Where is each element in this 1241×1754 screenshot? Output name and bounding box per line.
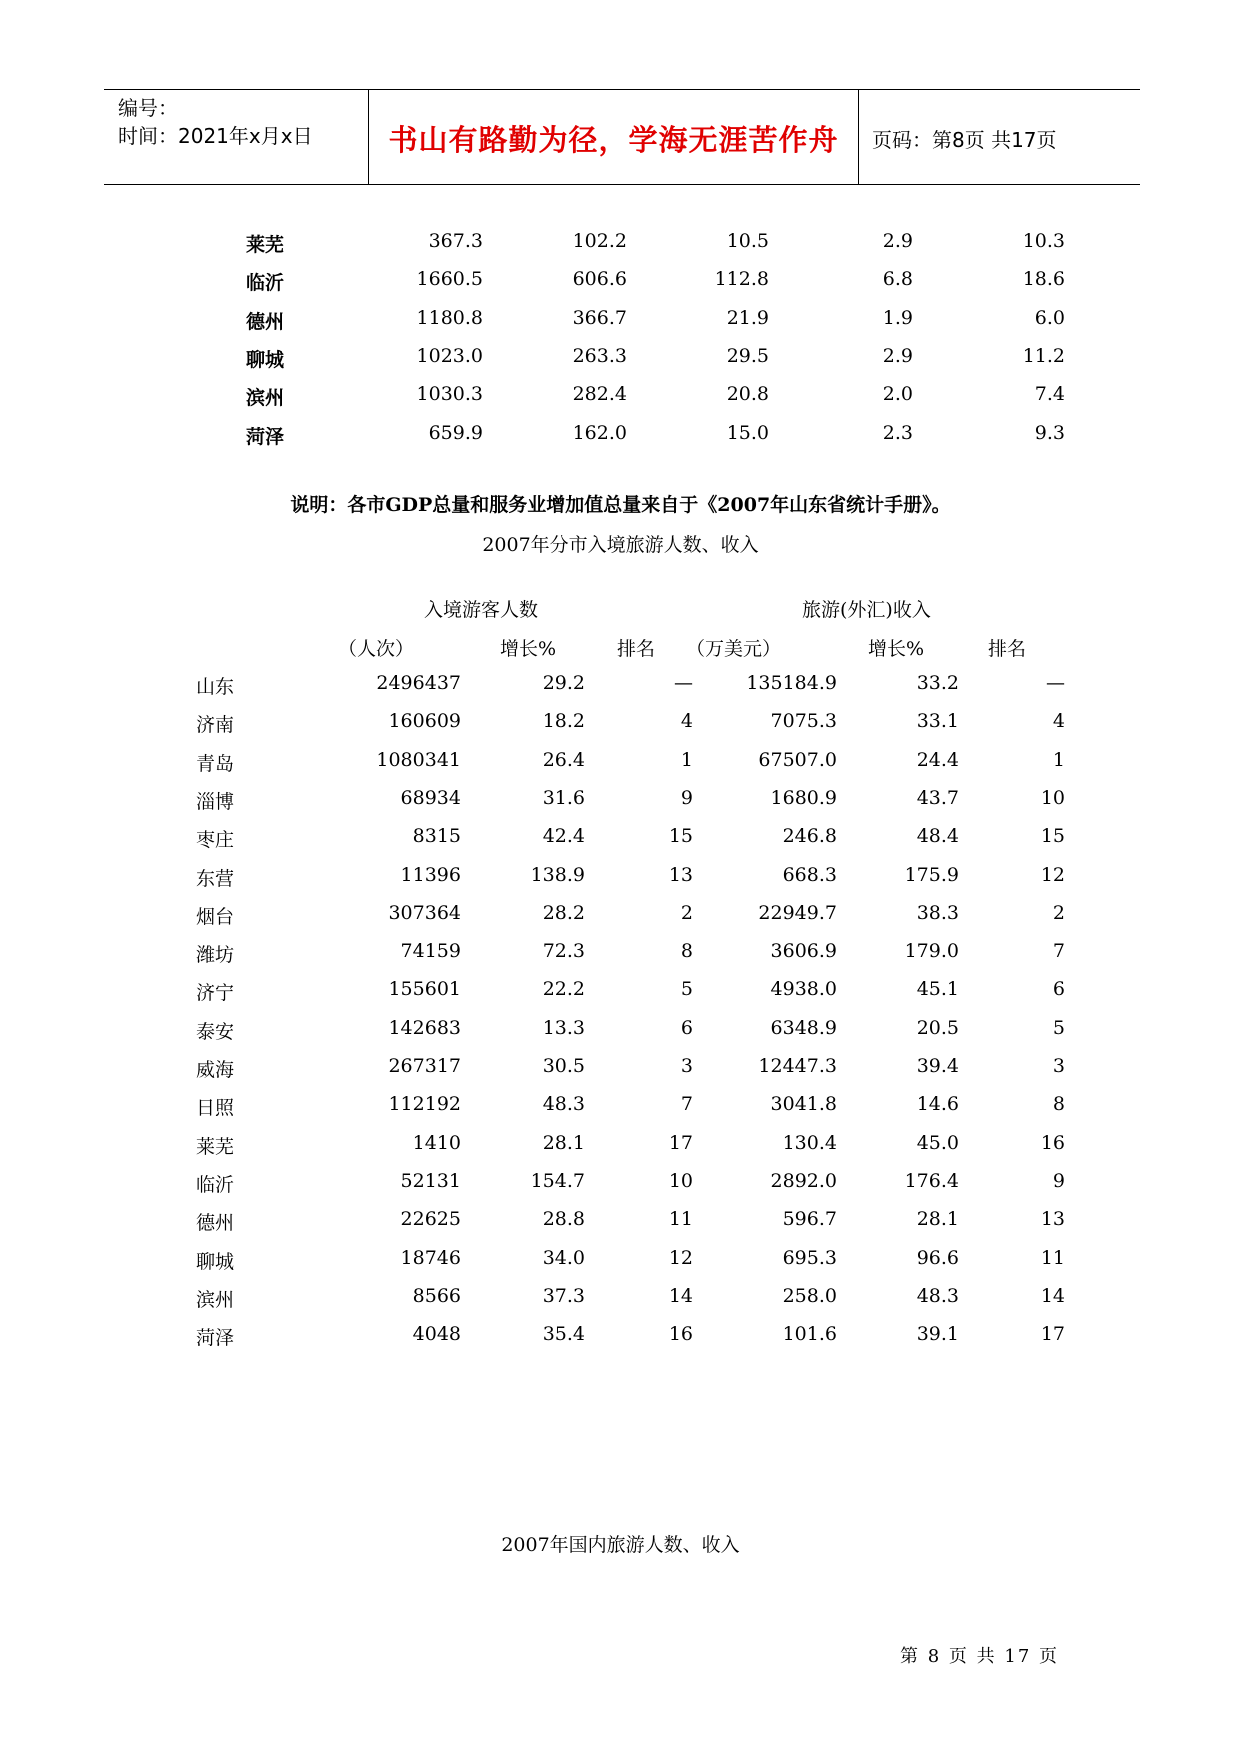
- table-cell: 12: [668, 1246, 693, 1269]
- table-row: [0, 307, 1241, 337]
- table-cell: 246.8: [782, 825, 837, 848]
- table-row: [0, 230, 1241, 260]
- table-cell: 155601: [388, 978, 461, 1001]
- table-cell: 3606.9: [770, 940, 837, 963]
- table-cell: 1080341: [376, 748, 461, 771]
- table-cell: 30.5: [542, 1055, 585, 1077]
- table-cell: 12447.3: [758, 1055, 837, 1077]
- table-cell: 8: [680, 940, 693, 963]
- table-cell: 12: [1040, 863, 1065, 886]
- table-cell: 14: [1040, 1284, 1065, 1307]
- table-cell: 28.2: [542, 901, 585, 924]
- table-cell: 606.6: [572, 268, 627, 291]
- table-cell: 11396: [400, 863, 461, 886]
- table-row: [0, 383, 1241, 413]
- city-name: 临沂: [246, 272, 285, 295]
- table-cell: 96.6: [916, 1246, 959, 1269]
- table-cell: 18746: [400, 1246, 461, 1269]
- table-cell: 29.2: [542, 672, 585, 694]
- header-rank-visitors: 排名: [617, 638, 656, 660]
- table-cell: 2496437: [376, 672, 461, 694]
- table-cell: 2.3: [882, 421, 913, 444]
- table-cell: 3: [680, 1055, 693, 1077]
- table-cell: 596.7: [782, 1208, 837, 1231]
- table-cell: 18.2: [542, 710, 585, 733]
- table-cell: 1680.9: [770, 786, 837, 809]
- table-cell: 1030.3: [416, 383, 483, 406]
- table-cell: 138.9: [530, 863, 585, 886]
- city-name: 莱芜: [196, 1135, 235, 1158]
- table-cell: 20.8: [726, 383, 769, 406]
- header-visitors-unit: （人次）: [338, 638, 415, 660]
- header-rank-income: 排名: [988, 638, 1027, 660]
- city-name: 菏泽: [196, 1327, 235, 1350]
- table-cell: 17: [1040, 1323, 1065, 1346]
- table-row: [0, 672, 1241, 702]
- domestic-table-title: 2007年国内旅游人数、收入: [501, 1534, 740, 1556]
- table-cell: 35.4: [542, 1323, 585, 1346]
- table-row: [0, 1093, 1241, 1123]
- table-cell: 13: [668, 863, 693, 886]
- inbound-table-title: 2007年分市入境旅游人数、收入: [482, 534, 759, 556]
- table-row: [0, 825, 1241, 855]
- table-cell: 15.0: [726, 421, 769, 444]
- city-name: 山东: [196, 676, 235, 698]
- table-row: [0, 268, 1241, 298]
- page-header: [104, 89, 1140, 185]
- table-cell: 13.3: [542, 1016, 585, 1039]
- table-row: [0, 787, 1241, 817]
- table-cell: 7: [1052, 940, 1065, 963]
- table-cell: 6: [1052, 978, 1065, 1001]
- table-cell: 267317: [388, 1055, 461, 1077]
- table-cell: 695.3: [782, 1246, 837, 1269]
- table-cell: 74159: [400, 940, 461, 963]
- table-cell: 668.3: [782, 863, 837, 886]
- table-cell: 367.3: [428, 230, 483, 252]
- table-cell: 13: [1040, 1208, 1065, 1231]
- table-cell: 15: [668, 825, 693, 848]
- table-cell: 10: [668, 1169, 693, 1192]
- table-row: [0, 902, 1241, 932]
- table-row: [0, 940, 1241, 970]
- table-cell: 8: [1052, 1093, 1065, 1116]
- table-cell: 1: [680, 748, 693, 771]
- table-cell: 11: [668, 1208, 693, 1231]
- table-cell: 282.4: [572, 383, 627, 406]
- table-cell: 14.6: [916, 1093, 959, 1116]
- city-name: 烟台: [196, 905, 235, 928]
- table-cell: 6.8: [882, 268, 913, 291]
- table-cell: 1660.5: [416, 268, 483, 291]
- table-cell: 18.6: [1022, 268, 1065, 291]
- table-cell: 3041.8: [770, 1093, 837, 1116]
- table-cell: 29.5: [726, 344, 769, 367]
- city-name: 青岛: [196, 752, 235, 775]
- header-tourism-income: 旅游(外汇)收入: [802, 599, 931, 621]
- header-page-number: 页码：第8页 共17页: [872, 128, 1057, 152]
- table-cell: 2: [680, 901, 693, 924]
- table-cell: 9.3: [1034, 421, 1065, 444]
- table-cell: 38.3: [916, 901, 959, 924]
- table-cell: 366.7: [572, 306, 627, 329]
- table-cell: 2.9: [882, 230, 913, 252]
- table-cell: 39.4: [916, 1055, 959, 1077]
- table-cell: 21.9: [726, 306, 769, 329]
- table-cell: 2892.0: [770, 1169, 837, 1192]
- table-cell: 37.3: [542, 1284, 585, 1307]
- table-cell: 3: [1052, 1055, 1065, 1077]
- table-cell: 10: [1040, 786, 1065, 809]
- table-cell: 42.4: [542, 825, 585, 848]
- table-cell: 28.1: [542, 1131, 585, 1154]
- time-label: 时间：2021年x月x日: [118, 124, 313, 148]
- table-cell: 659.9: [428, 421, 483, 444]
- city-name: 威海: [196, 1059, 235, 1081]
- header-growth-visitors: 增长%: [500, 638, 557, 660]
- table-cell: 22949.7: [758, 901, 837, 924]
- table-cell: 11: [1040, 1246, 1065, 1269]
- header-inbound-visitors: 入境游客人数: [424, 599, 539, 621]
- table-row: [0, 978, 1241, 1008]
- table-cell: 5: [1052, 1016, 1065, 1039]
- table-row: [0, 1017, 1241, 1047]
- table-cell: 6348.9: [770, 1016, 837, 1039]
- table-cell: 15: [1040, 825, 1065, 848]
- table-cell: 1: [1052, 748, 1065, 771]
- table-cell: 307364: [388, 901, 461, 924]
- table-cell: 33.1: [916, 710, 959, 733]
- table-cell: 33.2: [916, 672, 959, 694]
- table-cell: 176.4: [904, 1169, 959, 1192]
- city-name: 东营: [196, 867, 235, 890]
- table-row: [0, 1055, 1241, 1085]
- city-name: 泰安: [196, 1020, 235, 1043]
- table-cell: 8566: [412, 1284, 461, 1307]
- table-cell: 48.3: [542, 1093, 585, 1116]
- header-motto: 书山有路勤为径，学海无涯苦作舟: [388, 123, 839, 157]
- table-cell: 6.0: [1034, 306, 1065, 329]
- table-cell: 72.3: [542, 940, 585, 963]
- table-cell: 101.6: [782, 1323, 837, 1346]
- city-name: 滨州: [246, 387, 285, 410]
- table-cell: 11.2: [1022, 344, 1065, 367]
- city-name: 枣庄: [196, 829, 235, 852]
- city-name: 德州: [246, 310, 285, 333]
- table-cell: 10.3: [1022, 230, 1065, 252]
- city-name: 济宁: [196, 982, 235, 1005]
- city-name: 济南: [196, 714, 235, 737]
- table-cell: 154.7: [530, 1169, 585, 1192]
- table-row: [0, 1323, 1241, 1353]
- table-row: [0, 1247, 1241, 1277]
- table-cell: 24.4: [916, 748, 959, 771]
- table-cell: 1180.8: [416, 306, 483, 329]
- header-income-unit: （万美元）: [686, 638, 782, 660]
- table-cell: 162.0: [572, 421, 627, 444]
- table-cell: 16: [668, 1323, 693, 1346]
- table-cell: 135184.9: [746, 672, 837, 694]
- table-cell: 1.9: [882, 306, 913, 329]
- table-row: [0, 749, 1241, 779]
- city-name: 临沂: [196, 1173, 235, 1196]
- table-cell: 48.4: [916, 825, 959, 848]
- table-cell: 52131: [400, 1169, 461, 1192]
- table-cell: —: [1046, 672, 1065, 694]
- table-cell: 7075.3: [770, 710, 837, 733]
- table-row: [0, 710, 1241, 740]
- table-row: [0, 1170, 1241, 1200]
- city-name: 莱芜: [246, 234, 285, 256]
- table-cell: 45.0: [916, 1131, 959, 1154]
- city-name: 滨州: [196, 1288, 235, 1311]
- city-name: 潍坊: [196, 944, 235, 967]
- table-cell: 26.4: [542, 748, 585, 771]
- city-name: 德州: [196, 1212, 235, 1235]
- page-footer: 第 8 页 共 17 页: [900, 1646, 1059, 1667]
- table-cell: 2.0: [882, 383, 913, 406]
- table-cell: 4048: [412, 1323, 461, 1346]
- table-row: [0, 1208, 1241, 1238]
- table-cell: 28.8: [542, 1208, 585, 1231]
- table-cell: 1410: [412, 1131, 461, 1154]
- table-row: [0, 1132, 1241, 1162]
- table-cell: —: [674, 672, 693, 694]
- table-cell: 4: [1052, 710, 1065, 733]
- table-row: [0, 864, 1241, 894]
- table-cell: 175.9: [904, 863, 959, 886]
- table-cell: 2: [1052, 901, 1065, 924]
- table-row: [0, 345, 1241, 375]
- table-cell: 7.4: [1034, 383, 1065, 406]
- table-cell: 48.3: [916, 1284, 959, 1307]
- table-cell: 22.2: [542, 978, 585, 1001]
- table-cell: 10.5: [726, 230, 769, 252]
- table-cell: 22625: [400, 1208, 461, 1231]
- header-meta: [118, 94, 313, 150]
- table-cell: 43.7: [916, 786, 959, 809]
- table-cell: 263.3: [572, 344, 627, 367]
- table-cell: 45.1: [916, 978, 959, 1001]
- table-cell: 67507.0: [758, 748, 837, 771]
- table-cell: 9: [680, 786, 693, 809]
- table-cell: 9: [1052, 1169, 1065, 1192]
- table-cell: 179.0: [904, 940, 959, 963]
- city-name: 淄博: [196, 790, 235, 813]
- city-name: 聊城: [246, 348, 285, 371]
- table-cell: 102.2: [572, 230, 627, 252]
- table-cell: 34.0: [542, 1246, 585, 1269]
- table-row: [0, 422, 1241, 452]
- header-growth-income: 增长%: [868, 638, 925, 660]
- table-cell: 14: [668, 1284, 693, 1307]
- table-cell: 8315: [412, 825, 461, 848]
- table-cell: 160609: [388, 710, 461, 733]
- table-cell: 17: [668, 1131, 693, 1154]
- table-cell: 28.1: [916, 1208, 959, 1231]
- table-cell: 7: [680, 1093, 693, 1116]
- table-cell: 39.1: [916, 1323, 959, 1346]
- table-cell: 2.9: [882, 344, 913, 367]
- table-cell: 1023.0: [416, 344, 483, 367]
- table-cell: 130.4: [782, 1131, 837, 1154]
- table-cell: 4938.0: [770, 978, 837, 1001]
- header-divider: [858, 90, 859, 184]
- table-note: 说明：各市GDP总量和服务业增加值总量来自于《2007年山东省统计手册》。: [290, 494, 951, 516]
- table-cell: 16: [1040, 1131, 1065, 1154]
- city-name: 日照: [196, 1097, 235, 1120]
- table-cell: 112.8: [714, 268, 769, 291]
- table-row: [0, 1285, 1241, 1315]
- table-cell: 68934: [400, 786, 461, 809]
- table-cell: 6: [680, 1016, 693, 1039]
- table-cell: 4: [680, 710, 693, 733]
- table-cell: 20.5: [916, 1016, 959, 1039]
- table-cell: 258.0: [782, 1284, 837, 1307]
- table-cell: 31.6: [542, 786, 585, 809]
- city-name: 菏泽: [246, 425, 285, 448]
- serial-number-label: 编号：: [118, 96, 178, 120]
- table-cell: 142683: [388, 1016, 461, 1039]
- table-cell: 112192: [388, 1093, 461, 1116]
- table-cell: 5: [680, 978, 693, 1001]
- city-name: 聊城: [196, 1250, 235, 1273]
